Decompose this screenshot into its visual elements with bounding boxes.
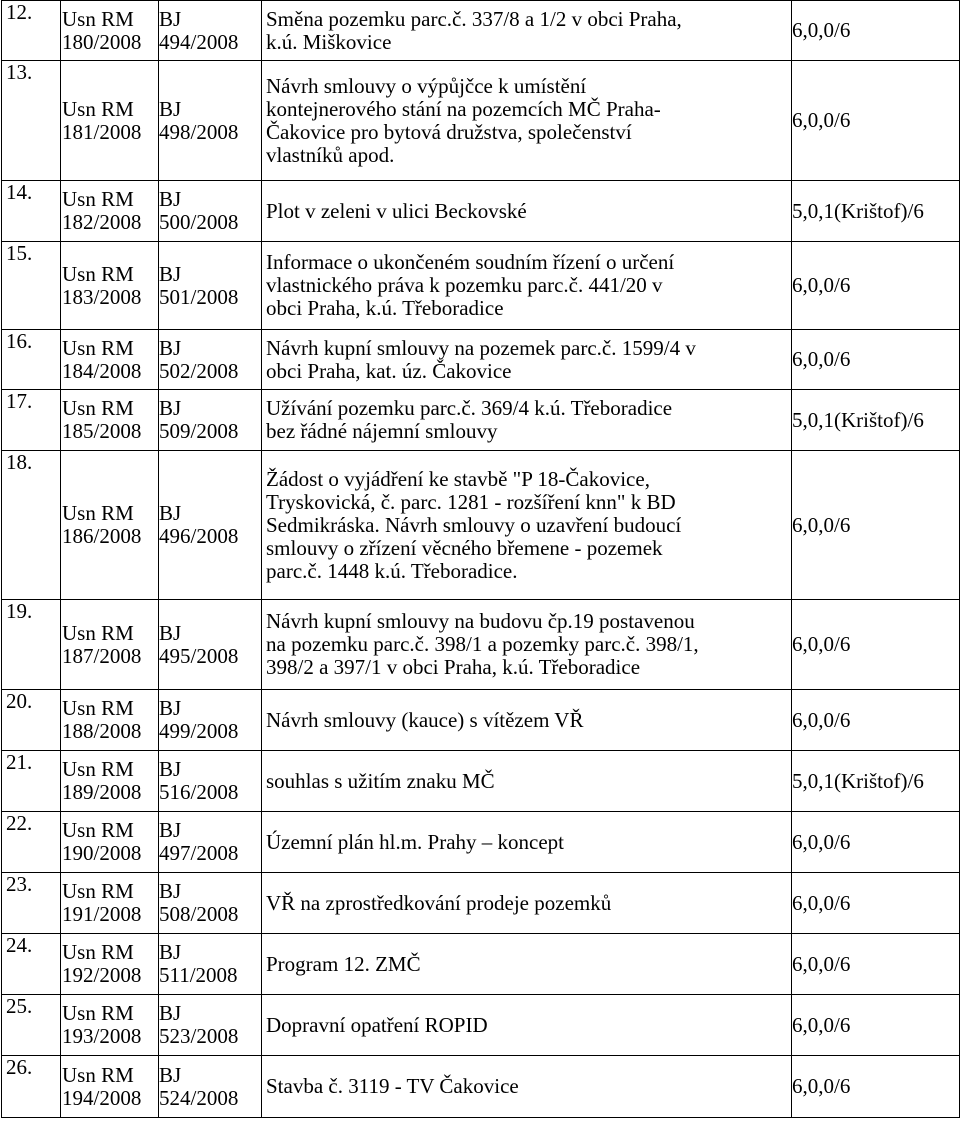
bj-reference-number: 523/2008 [159, 1024, 239, 1048]
resolution-id [61, 751, 159, 812]
row-number: 14. [2, 181, 61, 242]
row-number: 21. [2, 751, 61, 812]
bj-reference [159, 242, 262, 330]
bj-reference [159, 390, 262, 451]
row-number: 23. [2, 873, 61, 934]
bj-reference-number: 496/2008 [159, 524, 239, 548]
table-row [2, 390, 960, 451]
resolution-id-number: 193/2008 [62, 1024, 142, 1048]
resolution-subject: Směna pozemku parc.č. 337/8 a 1/2 v obci Praha, k.ú. Miškovice [262, 1, 792, 61]
resolution-subject: Návrh smlouvy (kauce) s vítězem VŘ [262, 690, 792, 751]
resolution-subject: Užívání pozemku parc.č. 369/4 k.ú. Třeboradice bez řádné nájemní smlouvy [262, 390, 792, 451]
row-number: 18. [2, 451, 61, 600]
bj-reference-prefix: BJ [159, 96, 182, 121]
row-number: 24. [2, 934, 61, 995]
bj-reference [159, 600, 262, 690]
bj-reference-number: 516/2008 [159, 780, 239, 804]
row-number: 12. [2, 1, 61, 61]
table-row [2, 330, 960, 390]
resolution-id-number: 183/2008 [62, 284, 142, 309]
resolution-id [61, 812, 159, 873]
bj-reference-prefix: BJ [159, 6, 182, 31]
vote-result: 6,0,0/6 [792, 934, 960, 995]
vote-result: 6,0,0/6 [792, 451, 960, 600]
resolution-id-prefix: Usn RM [62, 1062, 134, 1087]
vote-result: 6,0,0/6 [792, 873, 960, 934]
bj-reference-number: 524/2008 [159, 1085, 239, 1110]
bj-reference-prefix: BJ [159, 1001, 182, 1025]
vote-result: 6,0,0/6 [792, 1, 960, 61]
resolution-id-prefix: Usn RM [62, 396, 134, 420]
row-number: 17. [2, 390, 61, 451]
vote-result: 6,0,0/6 [792, 61, 960, 181]
resolution-subject: Plot v zeleni v ulici Beckovské [262, 181, 792, 242]
bj-reference [159, 1, 262, 61]
resolution-id-number: 188/2008 [62, 719, 142, 743]
resolution-subject: Program 12. ZMČ [262, 934, 792, 995]
resolution-id [61, 873, 159, 934]
table-row [2, 995, 960, 1056]
resolution-id-number: 190/2008 [62, 841, 142, 865]
bj-reference-prefix: BJ [159, 261, 182, 286]
vote-result: 5,0,1(Krištof)/6 [792, 181, 960, 242]
resolution-id-prefix: Usn RM [62, 6, 134, 31]
bj-reference-prefix: BJ [159, 620, 182, 645]
table-row [2, 873, 960, 934]
table-row [2, 451, 960, 600]
vote-result: 5,0,1(Krištof)/6 [792, 751, 960, 812]
bj-reference [159, 1056, 262, 1118]
table-row [2, 242, 960, 330]
table-row [2, 934, 960, 995]
resolution-id-number: 182/2008 [62, 210, 142, 234]
resolution-subject: Návrh kupní smlouvy na pozemek parc.č. 1599/4 v obci Praha, kat. úz. Čakovice [262, 330, 792, 390]
bj-reference-prefix: BJ [159, 757, 182, 781]
resolutions-table [1, 0, 960, 1118]
bj-reference-number: 502/2008 [159, 358, 239, 383]
resolution-id-number: 185/2008 [62, 419, 142, 443]
resolution-subject: Žádost o vyjádření ke stavbě "P 18-Čakovice, Tryskovická, č. parc. 1281 - rozšíření knn" k BD Sedmikráska. Návrh smlouvy o uzavření budoucí smlouvy o zřízení věcného břemene - pozemek parc.č. 1448 k.ú. Třeboradice. [262, 451, 792, 600]
resolutions-table-body [2, 1, 960, 1118]
vote-result: 6,0,0/6 [792, 600, 960, 690]
resolution-id-prefix: Usn RM [62, 261, 134, 286]
bj-reference-number: 495/2008 [159, 643, 239, 668]
vote-result: 6,0,0/6 [792, 690, 960, 751]
bj-reference-number: 498/2008 [159, 119, 239, 144]
table-row [2, 1, 960, 61]
row-number: 13. [2, 61, 61, 181]
resolution-id [61, 61, 159, 181]
resolution-id [61, 242, 159, 330]
resolution-id-prefix: Usn RM [62, 335, 134, 360]
bj-reference-prefix: BJ [159, 501, 182, 525]
resolution-id [61, 600, 159, 690]
resolution-id-prefix: Usn RM [62, 1001, 134, 1025]
bj-reference-prefix: BJ [159, 879, 182, 903]
resolution-subject: Informace o ukončeném soudním řízení o určení vlastnického práva k pozemku parc.č. 441/20 v obci Praha, k.ú. Třeboradice [262, 242, 792, 330]
bj-reference-number: 497/2008 [159, 841, 239, 865]
resolution-id-prefix: Usn RM [62, 620, 134, 645]
resolution-id [61, 181, 159, 242]
bj-reference-number: 500/2008 [159, 210, 239, 234]
vote-result: 6,0,0/6 [792, 330, 960, 390]
row-number: 22. [2, 812, 61, 873]
table-row [2, 751, 960, 812]
bj-reference-prefix: BJ [159, 335, 182, 360]
resolution-subject: Návrh kupní smlouvy na budovu čp.19 postavenou na pozemku parc.č. 398/1 a pozemky parc.č. 398/1, 398/2 a 397/1 v obci Praha, k.ú. Třeboradice [262, 600, 792, 690]
bj-reference [159, 812, 262, 873]
resolution-id [61, 390, 159, 451]
resolution-id [61, 934, 159, 995]
resolution-id-prefix: Usn RM [62, 757, 134, 781]
resolution-subject: Stavba č. 3119 - TV Čakovice [262, 1056, 792, 1118]
bj-reference [159, 61, 262, 181]
bj-reference [159, 451, 262, 600]
table-row [2, 600, 960, 690]
vote-result: 6,0,0/6 [792, 242, 960, 330]
bj-reference-number: 499/2008 [159, 719, 239, 743]
resolution-id-prefix: Usn RM [62, 501, 134, 525]
bj-reference-number: 501/2008 [159, 284, 239, 309]
bj-reference [159, 751, 262, 812]
table-row [2, 1056, 960, 1118]
resolution-id [61, 1, 159, 61]
resolution-id-number: 180/2008 [62, 29, 142, 54]
vote-result: 6,0,0/6 [792, 1056, 960, 1118]
resolution-id-number: 184/2008 [62, 358, 142, 383]
vote-result: 6,0,0/6 [792, 812, 960, 873]
resolution-id [61, 330, 159, 390]
bj-reference-prefix: BJ [159, 818, 182, 842]
resolution-id-number: 189/2008 [62, 780, 142, 804]
bj-reference-prefix: BJ [159, 187, 182, 211]
resolution-id-prefix: Usn RM [62, 940, 134, 964]
bj-reference [159, 690, 262, 751]
bj-reference-prefix: BJ [159, 396, 182, 420]
table-row [2, 812, 960, 873]
row-number: 26. [2, 1056, 61, 1118]
resolution-id [61, 1056, 159, 1118]
bj-reference [159, 934, 262, 995]
resolution-id-number: 181/2008 [62, 119, 142, 144]
resolution-subject: souhlas s užitím znaku MČ [262, 751, 792, 812]
resolution-subject: Návrh smlouvy o výpůjčce k umístění kontejnerového stání na pozemcích MČ Praha- Čakovice pro bytová družstva, společenství vlastníků apod. [262, 61, 792, 181]
row-number: 20. [2, 690, 61, 751]
resolution-id-prefix: Usn RM [62, 879, 134, 903]
bj-reference [159, 995, 262, 1056]
row-number: 16. [2, 330, 61, 390]
resolution-id-prefix: Usn RM [62, 696, 134, 720]
bj-reference-number: 494/2008 [159, 29, 239, 54]
resolution-id-number: 194/2008 [62, 1085, 142, 1110]
resolution-id-number: 187/2008 [62, 643, 142, 668]
resolution-id-prefix: Usn RM [62, 818, 134, 842]
vote-result: 6,0,0/6 [792, 995, 960, 1056]
resolution-id [61, 995, 159, 1056]
resolution-id-number: 191/2008 [62, 902, 142, 926]
resolution-subject: VŘ na zprostředkování prodeje pozemků [262, 873, 792, 934]
bj-reference-number: 508/2008 [159, 902, 239, 926]
resolution-id [61, 451, 159, 600]
row-number: 19. [2, 600, 61, 690]
resolution-id-prefix: Usn RM [62, 187, 134, 211]
resolution-subject: Územní plán hl.m. Prahy – koncept [262, 812, 792, 873]
bj-reference-prefix: BJ [159, 1062, 182, 1087]
bj-reference-number: 509/2008 [159, 419, 239, 443]
bj-reference-prefix: BJ [159, 940, 182, 964]
table-row [2, 690, 960, 751]
bj-reference [159, 181, 262, 242]
table-row [2, 181, 960, 242]
row-number: 15. [2, 242, 61, 330]
table-row [2, 61, 960, 181]
bj-reference [159, 873, 262, 934]
row-number: 25. [2, 995, 61, 1056]
bj-reference-number: 511/2008 [159, 963, 238, 987]
resolution-subject: Dopravní opatření ROPID [262, 995, 792, 1056]
resolution-id [61, 690, 159, 751]
resolution-id-number: 186/2008 [62, 524, 142, 548]
bj-reference-prefix: BJ [159, 696, 182, 720]
resolution-id-prefix: Usn RM [62, 96, 134, 121]
vote-result: 5,0,1(Krištof)/6 [792, 390, 960, 451]
resolution-id-number: 192/2008 [62, 963, 142, 987]
bj-reference [159, 330, 262, 390]
